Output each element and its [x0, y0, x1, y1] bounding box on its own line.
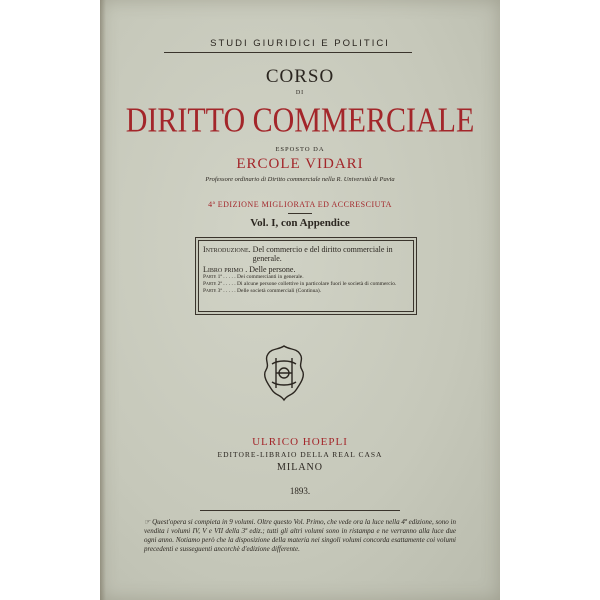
series-rule [164, 52, 412, 53]
intro-text: Del commercio e del diritto commerciale in generale. [252, 245, 393, 263]
contents-parte1 [203, 274, 409, 281]
contents-parte3 [203, 288, 409, 295]
author-name: ERCOLE VIDARI [236, 156, 364, 172]
volume-label: Vol. I, con Appendice [250, 217, 350, 229]
libro-label: Libro primo . [203, 265, 248, 274]
edition-label: 4ª EDIZIONE MIGLIORATA ED ACCRESCIUTA [208, 200, 392, 209]
contents-intro [203, 245, 409, 263]
edition-rule [288, 213, 312, 214]
contents-libro [203, 265, 409, 274]
spine-shadow [100, 0, 106, 600]
esposto-label: ESPOSTO DA [275, 146, 325, 153]
year-rule [200, 510, 400, 511]
parte2-text: Di alcune persone collettive in particolare fuori le società di commercio. [237, 281, 397, 287]
book-title: DIRITTO COMMERCIALE [125, 101, 475, 140]
intro-label: Introduzione. [203, 245, 251, 254]
contents-box [198, 240, 414, 312]
parte2-label: Parte 2ª . . . . . [203, 281, 236, 287]
publisher-city: MILANO [277, 462, 323, 473]
parte1-label: Parte 1ª . . . . . [203, 274, 236, 280]
publisher-title: EDITORE-LIBRAIO DELLA REAL CASA [217, 450, 383, 459]
libro-text: Delle persone. [249, 265, 296, 274]
publication-year: 1893. [289, 486, 311, 496]
hoepli-monogram-icon [260, 344, 308, 402]
series-title: STUDI GIURIDICI E POLITICI [210, 38, 390, 49]
parte1-text: Dei commercianti in generale. [237, 274, 304, 280]
author-affiliation: Professore ordinario di Diritto commerciale nella R. Università di Pavia [205, 176, 395, 183]
parte3-text: Delle società commerciali (Continua). [237, 288, 322, 294]
publisher-name: ULRICO HOEPLI [252, 436, 348, 448]
parte3-label: Parte 3ª . . . . . [203, 288, 236, 294]
di-label: DI [295, 90, 305, 96]
volumes-note: ☞ Quest'opera si compieta in 9 volumi. Oltre questo Vol. Primo, che vede ora la luce nella 4ª edizione, sono in vendita i volumi IV, V e VII della 3ª ediz.; tutti gli altri volumi sono in ristampa e ne verranno alla luce due ogni anno. Notiamo però che la disposizione della materia nei singoli volumi concorda esattamente coi volumi precedenti e susseguenti ancorchè d'edizione differente. [144, 518, 456, 553]
book-cover [100, 0, 500, 600]
corso-label: CORSO [265, 66, 335, 87]
contents-parte2 [203, 281, 409, 288]
